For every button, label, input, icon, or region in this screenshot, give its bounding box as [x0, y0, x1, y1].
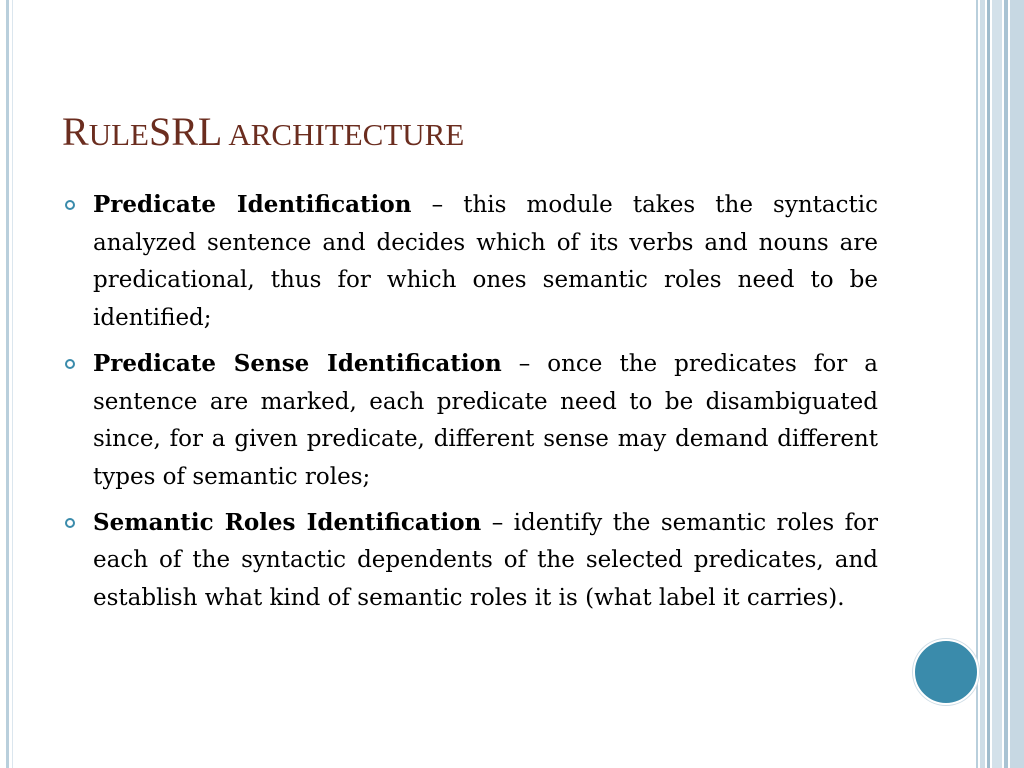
bullet-ring-icon	[65, 200, 75, 210]
bullet-term: Predicate Identification	[93, 191, 412, 218]
bullet-text: – once the predicates for a sentence are marked, each predicate need to be disambiguated since, for a given predicate, different sense may demand different types of semantic roles;	[93, 350, 878, 490]
right-stripe	[992, 0, 1002, 768]
right-stripe	[980, 0, 985, 768]
bullet-ring-icon	[65, 359, 75, 369]
right-stripe	[976, 0, 978, 768]
bullet-term: Semantic Roles Identification	[93, 508, 482, 536]
bullet-ring-icon	[65, 518, 75, 528]
bullet-term: Predicate Sense Identification	[93, 349, 502, 377]
slide-title	[62, 108, 464, 159]
title-srl: SRL	[148, 109, 223, 154]
left-border-line-inner	[12, 0, 13, 768]
right-stripe	[987, 0, 990, 768]
list-item	[62, 345, 878, 497]
title-smallcaps: ULE	[88, 117, 149, 152]
title-initial: R	[62, 109, 89, 154]
bullet-text: – this module takes the syntactic analyzed sentence and decides which of its verbs and nouns are predicational, thus for which ones semantic roles need to be identified;	[93, 192, 878, 332]
bullet-list	[62, 186, 878, 625]
decorative-circle	[913, 639, 979, 705]
list-item	[62, 186, 878, 338]
list-item	[62, 504, 878, 618]
left-border-line	[6, 0, 9, 768]
right-stripe	[1010, 0, 1024, 768]
bullet-text: – identify the semantic roles for each of the syntactic dependents of the selected predicates, and establish what kind of semantic roles it is (what label it carries).	[93, 509, 878, 612]
right-stripe	[1004, 0, 1008, 768]
title-architecture: ARCHITECTURE	[222, 117, 465, 152]
